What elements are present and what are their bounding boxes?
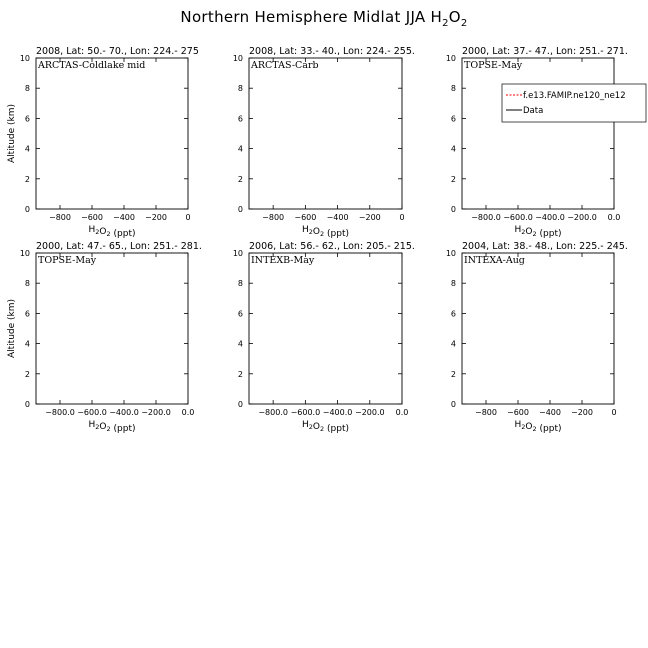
experiment-label: INTEXA-Aug bbox=[464, 255, 525, 266]
y-tick-label: 10 bbox=[445, 249, 456, 258]
x-tick-label: −600.0 bbox=[290, 408, 321, 417]
y-axis-label: Altitude (km) bbox=[7, 298, 17, 359]
y-tick-label: 8 bbox=[237, 84, 243, 94]
x-tick-label: −600 bbox=[294, 213, 317, 222]
chart-panel-3 bbox=[446, 46, 646, 239]
x-tick-label: 0.0 bbox=[607, 213, 621, 222]
x-axis-label: $H_2O_2$ (ppt) bbox=[88, 420, 136, 434]
x-tick-label: −200.0 bbox=[354, 408, 385, 417]
x-tick-label: −800 bbox=[475, 408, 497, 417]
chart-panel-6 bbox=[446, 241, 628, 434]
x-tick-label: −800.0 bbox=[45, 408, 75, 417]
experiment-label: TOPSE-May bbox=[464, 60, 523, 71]
x-tick-label: −400.0 bbox=[109, 408, 139, 417]
x-tick-label: −400 bbox=[539, 408, 561, 417]
experiment-label: TOPSE-May bbox=[38, 255, 97, 266]
x-tick-label: −400 bbox=[113, 213, 135, 222]
y-tick-label: 2 bbox=[24, 174, 30, 184]
y-tick-label: 4 bbox=[237, 339, 243, 349]
x-axis-label: $H_2O_2$ (ppt) bbox=[514, 420, 562, 434]
y-tick-label: 2 bbox=[450, 174, 456, 184]
x-axis-label: $H_2O_2$ (ppt) bbox=[88, 225, 136, 239]
panel-title: 2000, Lat: 47.- 65., Lon: 251.- 281. bbox=[36, 241, 202, 252]
y-tick-label: 8 bbox=[450, 84, 456, 94]
y-tick-label: 2 bbox=[237, 369, 243, 379]
y-tick-label: 0 bbox=[450, 205, 456, 214]
y-tick-label: 2 bbox=[237, 174, 243, 184]
y-axis-label: Altitude (km) bbox=[7, 103, 17, 164]
experiment-label: ARCTAS-Carb bbox=[251, 60, 319, 71]
x-tick-label: −400.0 bbox=[535, 213, 565, 222]
x-tick-label: −600 bbox=[507, 408, 529, 417]
x-tick-label: −800 bbox=[49, 213, 71, 222]
y-tick-label: 8 bbox=[24, 84, 30, 94]
x-tick-label: 0 bbox=[399, 213, 405, 222]
chart-panel-1 bbox=[7, 46, 199, 239]
y-tick-label: 8 bbox=[450, 279, 456, 289]
chart-panel-2 bbox=[233, 46, 415, 239]
x-tick-label: −200.0 bbox=[141, 408, 171, 417]
x-tick-label: 0 bbox=[185, 213, 191, 222]
x-tick-label: −200.0 bbox=[567, 213, 597, 222]
x-tick-label: 0.0 bbox=[395, 408, 409, 417]
experiment-label: ARCTAS-Coldlake mid bbox=[38, 60, 146, 71]
y-tick-label: 10 bbox=[19, 54, 30, 63]
y-tick-label: 8 bbox=[24, 279, 30, 289]
y-tick-label: 0 bbox=[237, 205, 243, 214]
y-tick-label: 0 bbox=[237, 400, 243, 409]
panel-title: 2004, Lat: 38.- 48., Lon: 225.- 245. bbox=[462, 241, 628, 252]
x-tick-label: 0 bbox=[611, 408, 617, 417]
y-tick-label: 4 bbox=[450, 144, 456, 154]
panel-title: 2006, Lat: 56.- 62., Lon: 205.- 215. bbox=[249, 241, 415, 252]
chart-panel-5 bbox=[233, 241, 415, 434]
x-tick-label: −600.0 bbox=[77, 408, 107, 417]
y-tick-label: 4 bbox=[237, 144, 243, 154]
x-tick-label: −800.0 bbox=[258, 408, 288, 417]
panel-title: 2008, Lat: 50.- 70., Lon: 224.- 275 bbox=[36, 46, 199, 57]
plot-frame bbox=[36, 253, 188, 404]
y-tick-label: 6 bbox=[24, 114, 30, 124]
y-tick-label: 8 bbox=[237, 279, 243, 289]
x-tick-label: −800.0 bbox=[471, 213, 501, 222]
x-tick-label: −400 bbox=[326, 213, 349, 222]
plot-frame bbox=[462, 58, 614, 209]
legend-entry-2: Data bbox=[523, 106, 544, 116]
y-tick-label: 0 bbox=[24, 400, 30, 409]
panel-title: 2000, Lat: 37.- 47., Lon: 251.- 271. bbox=[462, 46, 628, 57]
y-tick-label: 4 bbox=[450, 339, 456, 349]
x-axis-label: $H_2O_2$ (ppt) bbox=[514, 225, 562, 239]
x-tick-label: −200 bbox=[571, 408, 593, 417]
x-axis-label: $H_2O_2$ (ppt) bbox=[302, 225, 349, 239]
plot-frame bbox=[36, 58, 188, 209]
panel-title: 2008, Lat: 33.- 40., Lon: 224.- 255. bbox=[249, 46, 415, 57]
y-tick-label: 10 bbox=[19, 249, 30, 258]
plot-frame bbox=[249, 58, 402, 209]
y-tick-label: 0 bbox=[450, 400, 456, 409]
y-tick-label: 2 bbox=[24, 369, 30, 379]
y-tick-label: 6 bbox=[24, 309, 30, 319]
y-tick-label: 10 bbox=[232, 249, 243, 258]
y-tick-label: 4 bbox=[24, 144, 30, 154]
figure-title-sub2: 2 bbox=[460, 18, 468, 29]
plot-frame bbox=[249, 253, 402, 404]
plot-frame bbox=[462, 253, 614, 404]
y-tick-label: 10 bbox=[445, 54, 456, 63]
x-axis-label: $H_2O_2$ (ppt) bbox=[302, 420, 349, 434]
y-tick-label: 4 bbox=[24, 339, 30, 349]
legend-entry-1: f.e13.FAMIP.ne120_ne12 bbox=[523, 91, 626, 101]
y-tick-label: 6 bbox=[450, 309, 456, 319]
y-tick-label: 6 bbox=[450, 114, 456, 124]
x-tick-label: 0.0 bbox=[181, 408, 195, 417]
legend bbox=[502, 84, 646, 122]
y-tick-label: 2 bbox=[450, 369, 456, 379]
figure-title-mid: O bbox=[448, 8, 461, 26]
figure-title-sub: 2 bbox=[442, 18, 449, 29]
y-tick-label: 6 bbox=[237, 309, 243, 319]
chart-panel-4 bbox=[7, 241, 202, 434]
figure-title-main: Northern Hemisphere Midlat JJA H bbox=[180, 8, 443, 26]
y-tick-label: 6 bbox=[237, 114, 243, 124]
legend-box bbox=[502, 84, 646, 122]
x-tick-label: −400.0 bbox=[322, 408, 353, 417]
x-tick-label: −800 bbox=[262, 213, 285, 222]
experiment-label: INTEXB-May bbox=[251, 255, 315, 266]
x-tick-label: −200 bbox=[145, 213, 167, 222]
x-tick-label: −200 bbox=[358, 213, 381, 222]
x-tick-label: −600.0 bbox=[503, 213, 533, 222]
y-tick-label: 0 bbox=[24, 205, 30, 214]
y-tick-label: 10 bbox=[232, 54, 243, 63]
x-tick-label: −600 bbox=[81, 213, 103, 222]
